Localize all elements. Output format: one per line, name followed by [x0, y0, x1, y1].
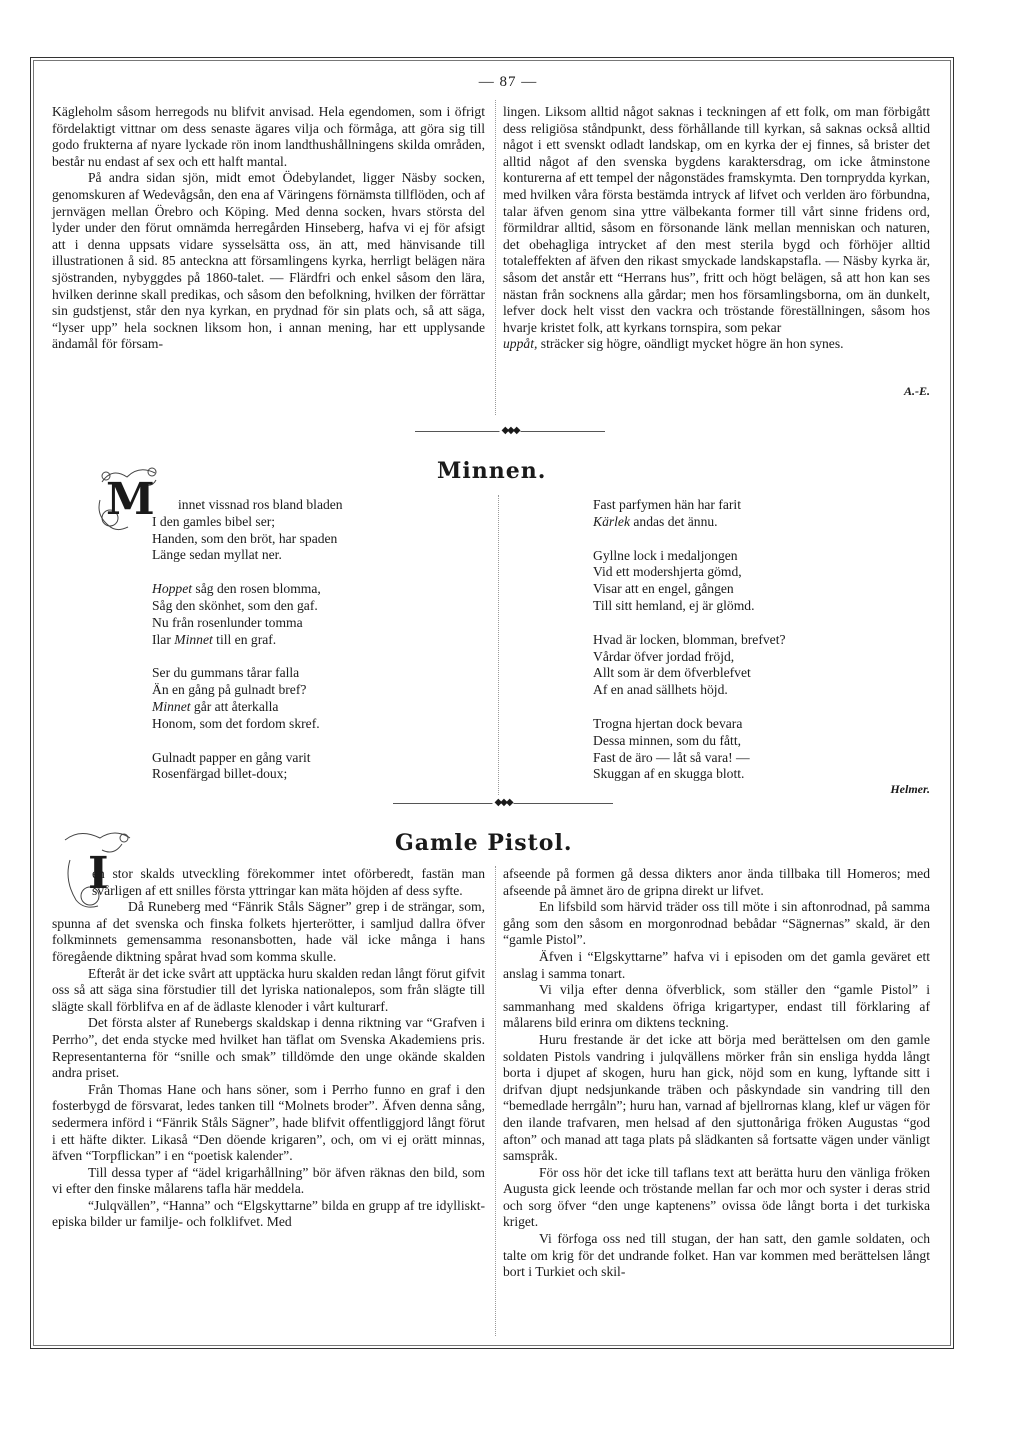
paragraph: Vi förfoga oss ned till stugan, der han satt, den gamle soldaten, och talte om krig för det undrande folket. Han var kommen med berättelsen långt bort i Turkiet och skil- — [503, 1231, 930, 1280]
section-ornament: ◆◆◆ — [393, 798, 613, 808]
poem-line: Hvad är locken, blomman, brefvet? — [593, 631, 786, 647]
section-ornament: ◆◆◆ — [415, 426, 605, 436]
poem-line: Såg den skönhet, som den gaf. — [152, 597, 318, 613]
poem-line: Länge sedan myllat ner. — [152, 547, 282, 563]
poem-line: Vårdar öfver jordad fröjd, — [593, 648, 735, 664]
poem-line: Minnet går att återkalla — [152, 698, 279, 714]
paragraph: “Julqvällen”, “Hanna” och “Elgskyttarne” bilda en grupp af tre idylliskt-episka bilder ur familje- och folklifvet. Med — [52, 1197, 485, 1230]
article2-right-column — [503, 866, 930, 1281]
poem-line: Fast parfymen hän har farit — [593, 497, 741, 512]
poem-right-column — [593, 497, 786, 800]
column-divider — [495, 866, 496, 1336]
poem-line: Allt som är dem öfverblefvet — [593, 665, 751, 681]
poem-line: Gulnadt papper en gång varit — [152, 749, 311, 765]
page-number: — 87 — — [478, 74, 538, 90]
article1-right-column — [503, 104, 930, 353]
paragraph: lingen. Liksom alltid något saknas i teckningen af ett folk, om man förbigått dess religiösa ståndpunkt, dess förhållande till kyrkan, så saknas också alltid något i ett svenskt odladt landskap, om en kyrka der ej finnes, så brister det alltid något af den svenska bygdens karaktersdrag, om icke åtminstone konturerna af ett tempel der någonstädes framskymta. Den tornprydda kyrkan, med hvilken våra första bestämda intryck af lifvet och verlden äro förbundna, talar äfven genom sina yttre välbekanta former till vårt sinne fridens ord, förmildrar alltid, såsom en försonande länk mellan menniskan och naturen, det obehagliga intrycket af den mest sterila bygd och förhöjer alltid totaleffekten af äfven den rikast smyckade landskapstafla. — Näsby kyrka är, såsom det anstår ett “Herrans hus”, fritt och högt belägen, så att hon kan ses nästan från socknens alla gårdar; men hos församlingsborna, om än dunkelt, lefver dock helt visst den vackra och tröstande föreställningen, såsom hos hvarje kristet folk, att kyrkans tornspira, som pekar — [503, 104, 930, 335]
dropcap-spacer — [52, 866, 92, 914]
poem-line: Skuggan af en skugga blott. — [593, 766, 745, 782]
article2-left-column — [52, 866, 485, 1231]
paragraph: Äfven i “Elgskyttarne” hafva vi i episoden om det gamla geväret ett anslag i samma tonart. — [503, 948, 930, 981]
poem-line: Handen, som den bröt, har spaden — [152, 530, 338, 546]
column-divider — [498, 495, 499, 795]
poem-stanza — [152, 497, 343, 564]
poem-stanza — [152, 581, 343, 648]
poem-stanza — [152, 750, 343, 784]
paragraph: Då Runeberg med “Fänrik Ståls Sägner” grep i de strängar, som, spunna af det svenska och finska folkets hjerterötter, i samljud dallra öfver folkminnets gemensamma resonansbotten, hade väl icke många i hans föregående diktning spårat hvad som komma skulle. — [52, 899, 485, 964]
column-divider — [495, 100, 496, 415]
poem-line: innet vissnad ros bland bladen — [178, 497, 343, 512]
poem-line: Af en anad sällhets höjd. — [593, 682, 728, 698]
paragraph: afseende på formen gå dessa dikters anor ända tillbaka till Homeros; med afseende på ämnet äro de gripna direkt ur lifvet. — [503, 866, 930, 898]
poem-line: Fast de äro — låt så vara! — — [593, 749, 750, 765]
poem-signature: Helmer. — [890, 782, 930, 796]
paragraph: uppåt, sträcker sig högre, oändligt mycket högre än hon synes. — [503, 336, 844, 352]
paragraph: På andra sidan sjön, midt emot Ödebylandet, ligger Näsby socken, genomskuren af Wedevågsån, den ena af Väringens förnämsta tillflöden, och af jernvägen mellan Örebro och Köping. Med denna socken, hvars största del lyder under den förut omnämda herregården Hinseberg, hafva vi ej för afsigt att i denna uppsats vidare sysselsätta oss, än att, med hänvisande till illustrationen å sid. 85 anteckna att församlingens kyrka, herrligt belägen nära sjöstranden, nybyggdes på 1860-talet. — Flärdfri och enkel såsom den lära, hvilken derinne skall predikas, och såsom den befolkning, hvilken der förrättar sin gudstjenst, står den nya kyrkan, en prydnad för sin plats och, så att säga, “lyser upp” hela socknen liksom hon, i annan mening, har ett upplysande ändamål för försam- — [52, 170, 485, 352]
paragraph: Till dessa typer af “ädel krigarhållning” bör äfven räknas den bild, som vi efter den finske målarens tafla här meddela. — [52, 1164, 485, 1197]
poem-line: Dessa minnen, som du fått, — [593, 732, 741, 748]
poem-line: Nu från rosenlunder tomma — [152, 614, 303, 630]
poem-line: Rosenfärgad billet-doux; — [152, 766, 288, 782]
paragraph: Från Thomas Hane och hans söner, som i Perrho funno en graf i den fosterbygd de försvarat, ledes tanken till “Molnets broder”. Äfven denna sång, sedermera införd i “Fänrik Ståls Sägner”, hade blifvit offentliggjord långt förut i ett häfte dikter. Likaså “Den döende krigaren”, och, om vi ej orätt minnas, äfven “Torpflickan” i en “poetisk kalender”. — [52, 1081, 485, 1164]
poem-stanza — [593, 548, 786, 615]
poem-stanza — [593, 632, 786, 699]
article1-signature: A.-E. — [903, 384, 930, 398]
poem-left-column — [152, 497, 343, 800]
poem-title: Minnen. — [437, 458, 547, 484]
article2-title: Gamle Pistol. — [395, 830, 573, 856]
poem-line: Vid ett modershjerta gömd, — [593, 564, 742, 580]
poem-stanza — [593, 716, 786, 783]
poem-line: I den gamles bibel ser; — [152, 513, 276, 529]
poem-line: Ser du gummans tårar falla — [152, 665, 300, 681]
paragraph: Vi vilja efter denna öfverblick, som ställer den “gamle Pistol” i sammanhang med skaldens öfriga krigartyper, endast till förklaring af målarens bild erinra om diktens teckning. — [503, 982, 930, 1031]
poem-stanza — [152, 665, 343, 732]
poem-line: Ilar Minnet till en graf. — [152, 631, 277, 647]
poem-line: Än en gång på gulnadt bref? — [152, 682, 307, 698]
poem-line: Trogna hjertan dock bevara — [593, 715, 743, 731]
paragraph: en stor skalds utveckling förekommer intet oförberedt, fastän man svårligen af ett snilles första yttringar kan mäta höjden af dess syfte. — [52, 866, 485, 899]
poem-stanza — [593, 497, 786, 531]
poem-line: Hoppet såg den rosen blomma, — [152, 581, 321, 597]
paragraph: Det första alster af Runebergs skaldskap i denna riktning var “Grafven i Perrho”, det enda stycke med hvilket han täflat om Svenska Akademiens pris. Representanterna för “snille och smak” tilldömde den unge okände skalden andra priset. — [52, 1015, 485, 1081]
poem-line: Visar att en engel, gången — [593, 581, 734, 597]
poem-line: Kärlek andas det ännu. — [593, 513, 718, 529]
paragraph: För oss hör det icke till taflans text att berätta huru den vänliga fröken Augusta gick leende och tröstande mellan far och mor och syster i deras strid och sorg öfver “den unge kaptenens” ovissa öde långt borta i det turkiska kriget. — [503, 1164, 930, 1230]
poem-line: Honom, som det fordom skref. — [152, 715, 320, 731]
paragraph: Huru frestande är det icke att börja med berättelsen om den gamle soldaten Pistols vandring i julqvällens mörker från sin ensliga hydda långt borta i djupet af skogen, huru han gick, nöjd som en kung, lyftande sitt i drifvan djupt nedsjunkande träben och påskyndade sin vandring till den “bemedlade herrgåln”; huru han, varnad af bjellrornas klang, klef ur vägen för den ilande trafvaren, men helsad af den sjuttonåriga fröken Augustas “god afton” och manad att taga plats på slädkanten så fortsatte vägen under vänligt samspråk. — [503, 1031, 930, 1164]
article1-left-column — [52, 104, 485, 353]
paragraph: Efteråt är det icke svårt att upptäcka huru skalden redan långt förut gifvit oss så att säga sina förstudier till det lyriska nationalepos, som från slägte till slägte skall förblifva en af de ädlaste klenoder i vårt kulturarf. — [52, 965, 485, 1014]
paragraph: En lifsbild som härvid träder oss till möte i sin aftonrodnad, på samma gång som den såsom en morgonrodnad bebådar “Sägnernas” skald, är den “gamle Pistol”. — [503, 899, 930, 948]
emphasis: uppåt, — [503, 336, 538, 352]
poem-line: Till sitt hemland, ej är glömd. — [593, 597, 755, 613]
paragraph: Kägleholm såsom herregods nu blifvit anvisad. Hela egendomen, som i öfrigt fördelaktigt vittnar om dess senaste ägares vilja och förmåga, att göra sig till godo frukterna af nyare lyckade rön inom landthushållningens skilda områden, består nu endast af sex och ett halft mantal. — [52, 104, 485, 169]
dropcap-letter: I — [88, 848, 109, 899]
poem-line: Gyllne lock i medaljongen — [593, 547, 738, 563]
dropcap-letter: M — [106, 474, 155, 525]
